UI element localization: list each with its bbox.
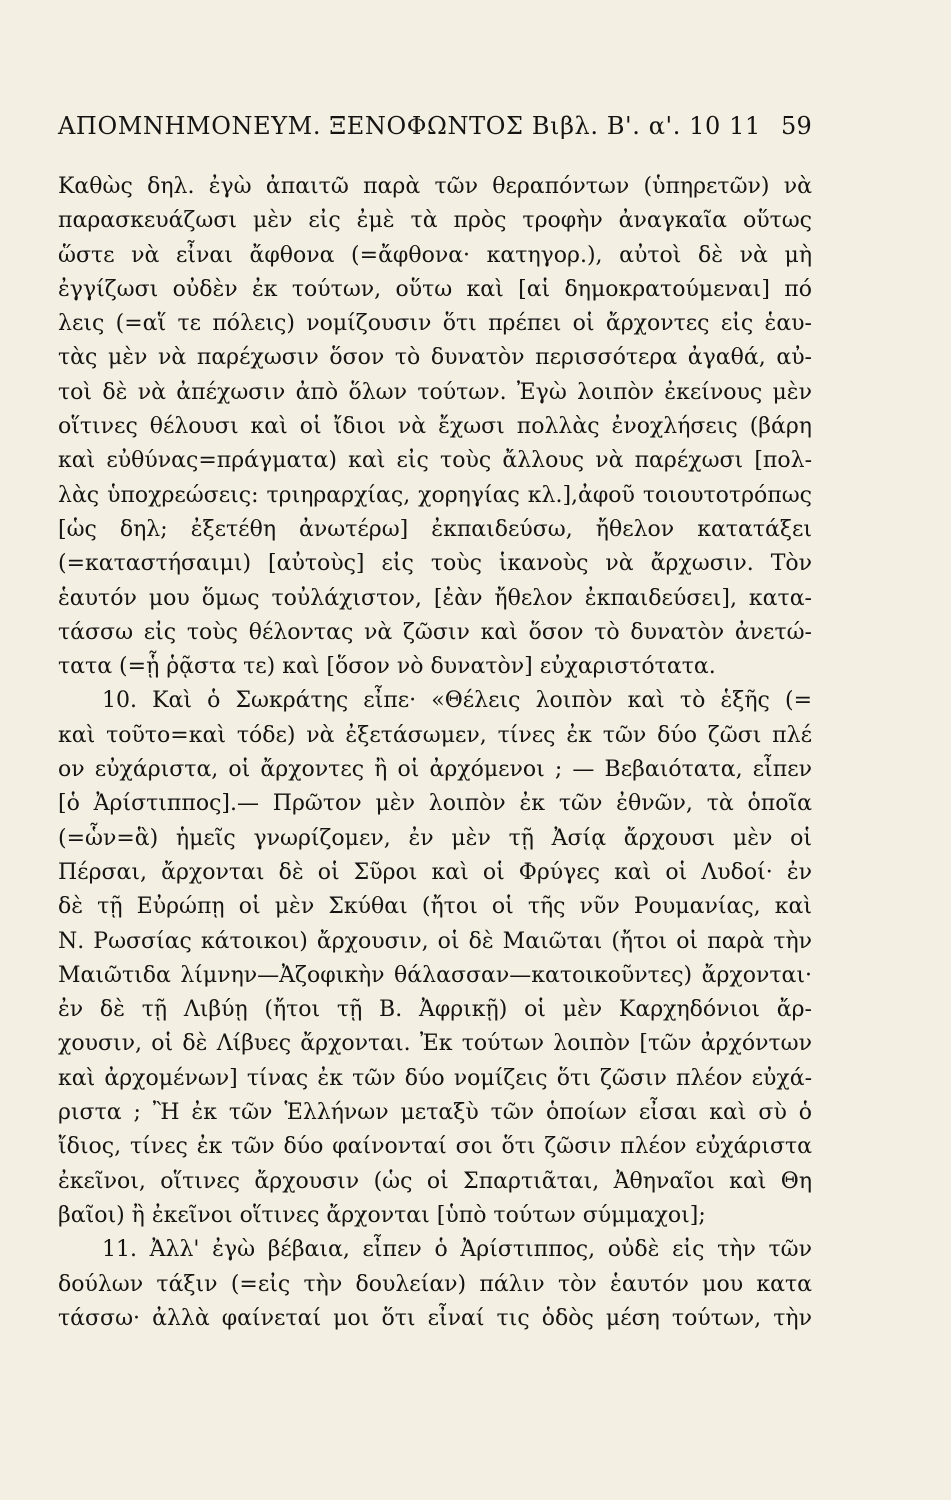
- paragraph-end-line: βαῖοι) ἢ ἐκεῖνοι οἵτινες ἄρχονται [ὑπὸ τούτων σύμμαχοι];: [58, 1202, 706, 1228]
- text-line: ἐγγίζωσι οὐδὲν ἐκ τούτων, οὕτω καὶ [αἱ δημοκρατούμεναι] πό: [58, 276, 812, 302]
- text-line: λὰς ὑποχρεώσεις: τριηραρχίας, χορηγίας κλ.],ἀφοῦ τοιουτοτρόπως: [58, 482, 812, 508]
- text-line: παρασκευάζωσι μὲν εἰς ἐμὲ τὰ πρὸς τροφὴν ἀναγκαῖα οὕτως: [58, 208, 812, 234]
- text-line: ριστα ; Ἢ ἐκ τῶν Ἑλλήνων μεταξὺ τῶν ὁποίων εἶσαι καὶ σὺ ὁ: [58, 1100, 812, 1126]
- text-line: ἴδιος, τίνες ἐκ τῶν δύο φαίνονταί σοι ὅτι ζῶσιν πλέον εὐχάριστα: [58, 1134, 812, 1160]
- text-line: Πέρσαι, ἄρχονται δὲ οἱ Σῦροι καὶ οἱ Φρύγες καὶ οἱ Λυδοί· ἐν: [58, 859, 812, 885]
- text-line: δὲ τῇ Εὐρώπῃ οἱ μὲν Σκύθαι (ἤτοι οἱ τῆς νῦν Ρουμανίας, καὶ: [58, 894, 812, 920]
- paragraph-end-line: τατα (=ᾗ ῥᾷστα τε) καὶ [ὅσον νὸ δυνατὸν] εὐχαριστότατα.: [58, 654, 716, 680]
- text-line: χουσιν, οἱ δὲ Λίβυες ἄρχονται. Ἐκ τούτων λοιπὸν [τῶν ἀρχόντων: [58, 1031, 812, 1057]
- text-line: (=καταστήσαιμι) [αὐτοὺς] εἰς τοὺς ἱκανοὺς νὰ ἄρχωσιν. Τὸν: [58, 551, 812, 577]
- section-11-start: 11. Ἀλλ' ἐγὼ βέβαια, εἶπεν ὁ Ἀρίστιππος, οὐδὲ εἰς τὴν τῶν: [102, 1237, 812, 1263]
- text-line: λεις (=αἵ τε πόλεις) νομίζουσιν ὅτι πρέπει οἱ ἄρχοντες εἰς ἑαυ-: [58, 311, 812, 337]
- text-line: ον εὐχάριστα, οἱ ἄρχοντες ἢ οἱ ἀρχόμενοι ; — Βεβαιότατα, εἶπεν: [58, 757, 812, 783]
- page-number: 59: [781, 112, 812, 140]
- text-line: καὶ εὐθύνας=πράγματα) καὶ εἰς τοὺς ἄλλους νὰ παρέχωσι [πολ-: [58, 448, 812, 474]
- text-line: καὶ τοῦτο=καὶ τόδε) νὰ ἐξετάσωμεν, τίνες ἐκ τῶν δύο ζῶσι πλέ: [58, 722, 812, 748]
- text-line: ἐν δὲ τῇ Λιβύῃ (ἤτοι τῇ Β. Ἀφρικῇ) οἱ μὲν Καρχηδόνιοι ἄρ-: [58, 997, 812, 1023]
- running-header: [58, 112, 812, 140]
- text-line: ἑαυτόν μου ὅμως τοὐλάχιστον, [ἐὰν ἤθελον ἐκπαιδεύσει], κατα-: [58, 585, 812, 611]
- text-line: οἵτινες θέλουσι καὶ οἱ ἴδιοι νὰ ἔχωσι πολλὰς ἐνοχλήσεις (βάρη: [58, 414, 812, 440]
- text-line: Καθὼς δηλ. ἐγὼ ἀπαιτῶ παρὰ τῶν θεραπόντων (ὑπηρετῶν) νὰ: [58, 174, 812, 199]
- text-line: Ν. Ρωσσίας κάτοικοι) ἄρχουσιν, οἱ δὲ Μαιῶται (ἤτοι οἱ παρὰ τὴν: [58, 928, 812, 954]
- text-line: καὶ ἀρχομένων] τίνας ἐκ τῶν δύο νομίζεις ὅτι ζῶσιν πλέον εὐχά-: [58, 1065, 812, 1091]
- text-line: τὰς μὲν νὰ παρέχωσιν ὅσον τὸ δυνατὸν περισσότερα ἀγαθά, αὐ-: [58, 345, 812, 371]
- text-line: δούλων τάξιν (=εἰς τὴν δουλείαν) πάλιν τὸν ἑαυτόν μου κατα: [58, 1271, 812, 1297]
- text-line: τάσσω εἰς τοὺς θέλοντας νὰ ζῶσιν καὶ ὅσον τὸ δυνατὸν ἀνετώ-: [58, 619, 812, 645]
- text-line: ὥστε νὰ εἶναι ἄφθονα (=ἄφθονα· κατηγορ.), αὐτοὶ δὲ νὰ μὴ: [58, 242, 812, 268]
- text-line: (=ὧν=ἃ) ἡμεῖς γνωρίζομεν, ἐν μὲν τῇ Ἀσίᾳ ἄρχουσι μὲν οἱ: [58, 825, 812, 851]
- text-line: Μαιῶτιδα λίμνην—Ἀζοφικὴν θάλασσαν—κατοικοῦντες) ἄρχονται·: [58, 962, 812, 988]
- text-line: τάσσω· ἀλλὰ φαίνεταί μοι ὅτι εἶναί τις ὁδὸς μέση τούτων, τὴν: [58, 1305, 812, 1331]
- body-text: [58, 170, 812, 1336]
- text-line: [ὡς δηλ; ἐξετέθη ἀνωτέρω] ἐκπαιδεύσω, ἤθελον κατατάξει: [58, 516, 812, 542]
- text-line: τοὶ δὲ νὰ ἀπέχωσιν ἀπὸ ὅλων τούτων. Ἐγὼ λοιπὸν ἐκείνους μὲν: [58, 379, 812, 405]
- running-title: ΑΠΟΜΝΗΜΟΝΕΥΜ. ΞΕΝΟΦΩΝΤΟΣ Βιβλ. Β'. α'. 10 11: [58, 112, 761, 140]
- text-line: ἐκεῖνοι, οἵτινες ἄρχουσιν (ὡς οἱ Σπαρτιᾶται, Ἀθηναῖοι καὶ Θη: [58, 1168, 812, 1194]
- text-line: [ὁ Ἀρίστιππος].— Πρῶτον μὲν λοιπὸν ἐκ τῶν ἐθνῶν, τὰ ὁποῖα: [58, 791, 812, 817]
- section-10-start: 10. Καὶ ὁ Σωκράτης εἶπε· «Θέλεις λοιπὸν καὶ τὸ ἑξῆς (=: [102, 688, 812, 714]
